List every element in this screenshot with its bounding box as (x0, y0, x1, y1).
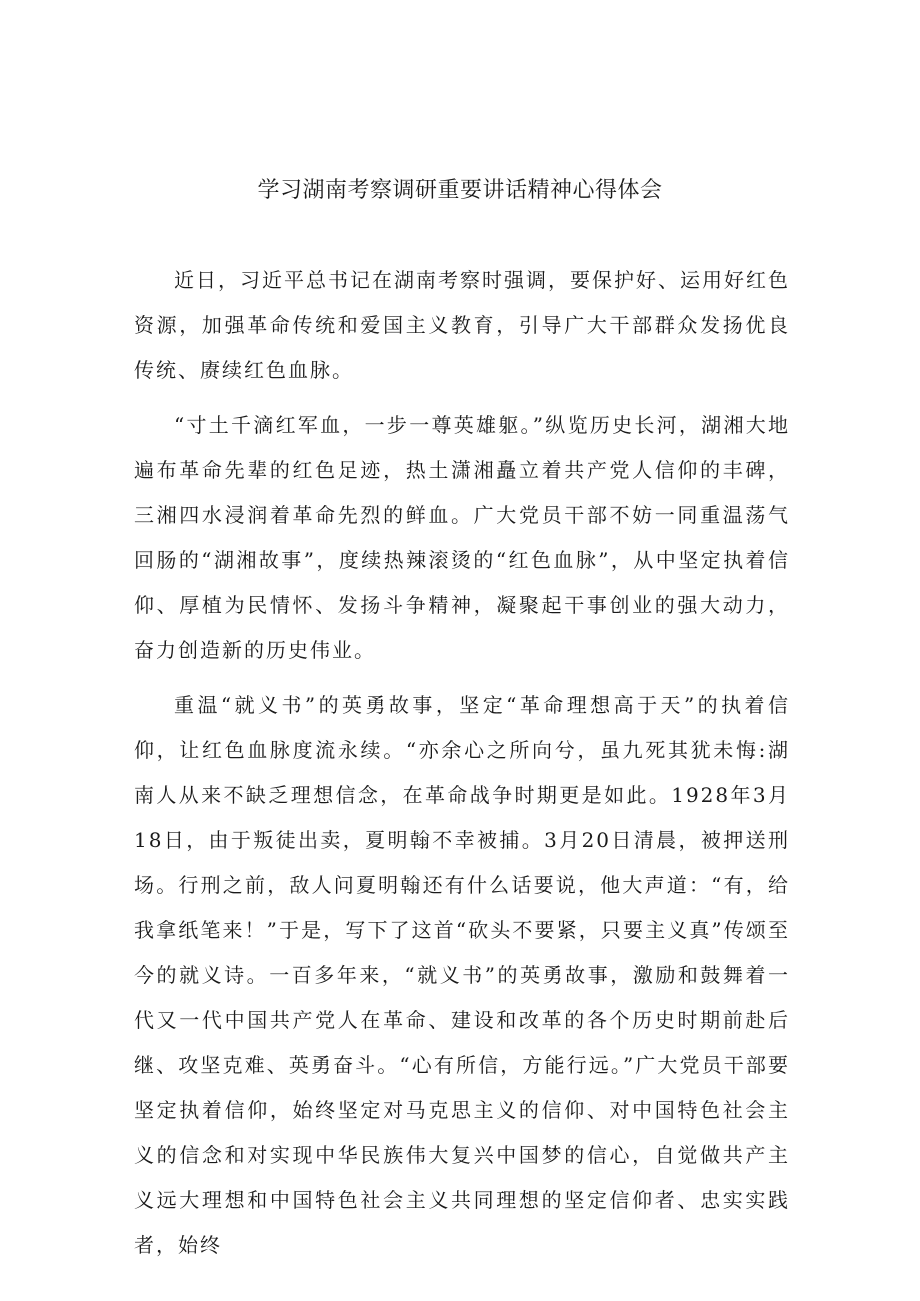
paragraph-3: 重温“就义书”的英勇故事，坚定“革命理想高于天”的执着信仰，让红色血脉度流永续。“亦余心之所向兮，虽九死其犹未悔:湖南人从来不缺乏理想信念，在革命战争时期更是如此。1928年3月18日，由于叛徒出卖，夏明翰不幸被捕。3月20日清晨，被押送刑场。行刑之前，敌人问夏明翰还有什么话要说，他大声道：“有，给我拿纸笔来！”于是，写下了这首“砍头不要紧，只要主义真”传颂至今的就义诗。一百多年来，“就义书”的英勇故事，激励和鼓舞着一代又一代中国共产党人在革命、建设和改革的各个历史时期前赴后继、攻坚克难、英勇奋斗。“心有所信，方能行远。”广大党员干部要坚定执着信仰，始终坚定对马克思主义的信仰、对中国特色社会主义的信念和对实现中华民族伟大复兴中国梦的信心，自觉做共产主义远大理想和中国特色社会主义共同理想的坚定信仰者、忠实实践者，始终 (134, 693, 790, 1257)
paragraph-1: 近日，习近平总书记在湖南考察时强调，要保护好、运用好红色资源，加强革命传统和爱国主义教育，引导广大干部群众发扬优良传统、赓续红色血脉。 (134, 268, 790, 382)
document-title: 学习湖南考察调研重要讲话精神心得体会 (257, 178, 663, 203)
paragraph-2: “寸土千滴红军血，一步一尊英雄躯。”纵览历史长河，湖湘大地遍布革命先辈的红色足迹，热土潇湘矗立着共产党人信仰的丰碑，三湘四水浸润着革命先烈的鲜血。广大党员干部不妨一同重温荡气回肠的“湖湘故事”，度续热辣滚烫的“红色血脉”，从中坚定执着信仰、厚植为民情怀、发扬斗争精神，凝聚起干事创业的强大动力，奋力创造新的历史伟业。 (134, 413, 790, 662)
document-body (134, 258, 790, 1268)
